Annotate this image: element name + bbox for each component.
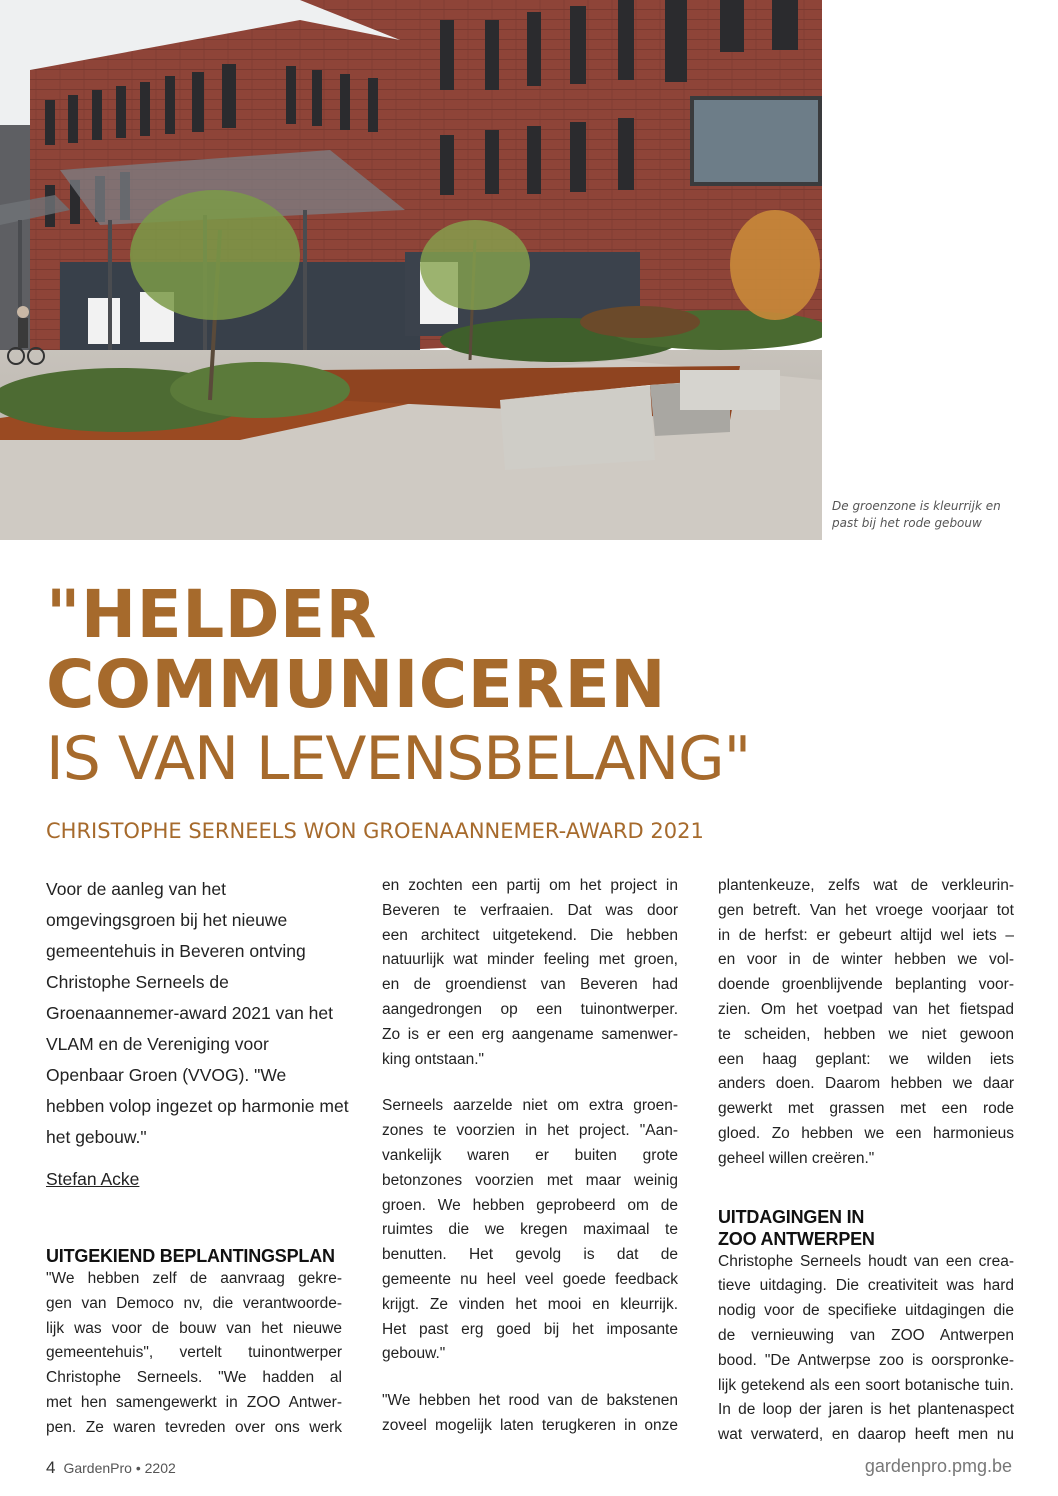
body-line: Christophe Serneels. "We hadden al bbox=[46, 1369, 342, 1387]
intro-line: het gebouw." bbox=[46, 1127, 147, 1147]
body-line: king ontstaan." bbox=[382, 1050, 485, 1068]
hero-photo bbox=[0, 0, 822, 540]
body-line: gen betreft. Van het vroege voorjaar tot bbox=[718, 901, 1014, 919]
headline-light: IS VAN LEVENSBELANG" bbox=[46, 724, 751, 794]
website-link[interactable]: gardenpro.pmg.be bbox=[864, 1456, 1012, 1476]
body-line: nodig voor de specifieke uitdagingen die bbox=[718, 1302, 1014, 1320]
body-line: natuurlijk wat minder feeling met groen, bbox=[382, 951, 678, 969]
headline-bold bbox=[46, 576, 666, 723]
body-line: Beveren te verfraaien. Dat was door bbox=[382, 901, 678, 919]
intro-line: Christophe Serneels de bbox=[46, 972, 229, 992]
footer-left bbox=[46, 1458, 176, 1478]
body-line: wat verwaterd, en daarop heeft men nu bbox=[718, 1426, 1014, 1444]
body-line: gewerkt met grassen met een rode bbox=[718, 1100, 1014, 1118]
section-heading bbox=[718, 1206, 1014, 1250]
town-hall-illustration bbox=[0, 0, 822, 540]
body-line: zones te voorzien in het project. "Aan- bbox=[382, 1122, 678, 1140]
body-line: benutten. Het gevolg is dat de bbox=[382, 1246, 678, 1264]
body-line: Het past erg goed bij het imposante bbox=[382, 1320, 678, 1338]
body-line: krijgt. Ze vinden het mooi en kleurrijk. bbox=[382, 1295, 678, 1313]
body-line: groen. We hebben geprobeerd om de bbox=[382, 1196, 678, 1214]
body-line: doende groenblijvende beplanting voor- bbox=[718, 976, 1014, 994]
column-1 bbox=[46, 874, 349, 1441]
body-line: gemeentehuis", vertelt tuinontwerper bbox=[46, 1344, 342, 1362]
body-line: zoveel mogelijk laten terugkeren in onze bbox=[382, 1416, 678, 1434]
body-line: pen. Ze waren tevreden over ons werk bbox=[46, 1418, 342, 1436]
body-line: bood. "De Antwerpse zoo is oorspronke- bbox=[718, 1351, 1014, 1369]
column-3 bbox=[718, 874, 1014, 1448]
glass-window bbox=[692, 98, 820, 184]
body-line: met hen samengewerkt in ZOO Antwer- bbox=[46, 1393, 342, 1411]
body-line: lijk was voor de bouw van het nieuwe bbox=[46, 1319, 342, 1337]
body-line: lijk getekend als een soort botanische tuin. bbox=[718, 1376, 1014, 1394]
heading-line: UITGEKIEND BEPLANTINGSPLAN bbox=[46, 1246, 335, 1266]
section-heading bbox=[46, 1245, 342, 1267]
headline-line: "HELDER bbox=[46, 576, 377, 653]
caption-line: De groenzone is kleurrijk en bbox=[832, 499, 1001, 513]
body-line: gemeente nu heel veel goede feedback bbox=[382, 1270, 678, 1288]
body-line: anders doen. Daarom hebben we daar bbox=[718, 1075, 1014, 1093]
page-number: 4 bbox=[46, 1458, 56, 1477]
body-line: betonzones voorzien met maar weinig bbox=[382, 1171, 678, 1189]
magazine-issue: GardenPro • 2202 bbox=[63, 1460, 176, 1476]
body-line: ruimtes die we kregen maximaal te bbox=[382, 1221, 678, 1239]
intro-line: hebben volop ingezet op harmonie met bbox=[46, 1096, 349, 1116]
body-line: gebouw." bbox=[382, 1345, 446, 1363]
body-line: tieve uitdaging. Die creativiteit was hard bbox=[718, 1277, 1014, 1295]
body-line: gloed. Zo hebben we een harmonieus bbox=[718, 1124, 1014, 1142]
body-line: Zo is er een erg aangename samenwer- bbox=[382, 1025, 678, 1043]
body-line: zien. Om het voetpad van het fietspad bbox=[718, 1000, 1014, 1018]
author-link[interactable]: Stefan Acke bbox=[46, 1169, 140, 1189]
concrete-bench bbox=[680, 370, 780, 410]
body-paragraph bbox=[382, 1389, 678, 1439]
body-line: in de herfst: er gebeurt altijd wel iets – bbox=[718, 926, 1014, 944]
body-paragraph bbox=[46, 1267, 342, 1441]
body-line: de vernieuwing van ZOO Antwerpen bbox=[718, 1326, 1014, 1344]
headline-line: COMMUNICEREN bbox=[46, 646, 666, 723]
intro-line: omgevingsgroen bij het nieuwe bbox=[46, 910, 288, 930]
column-2 bbox=[382, 874, 678, 1439]
body-line: In de loop der jaren is het plantenaspect bbox=[718, 1401, 1014, 1419]
intro-paragraph bbox=[46, 874, 349, 1153]
caption-line: past bij het rode gebouw bbox=[832, 516, 982, 530]
body-line: vankelijk waren er buiten grote bbox=[382, 1146, 678, 1164]
body-line: plantenkeuze, zelfs wat de verkleurin- bbox=[718, 877, 1014, 894]
intro-line: VLAM en de Vereniging voor bbox=[46, 1034, 269, 1054]
heading-line: UITDAGINGEN IN bbox=[718, 1206, 865, 1227]
intro-line: Voor de aanleg van het bbox=[46, 879, 227, 899]
concrete-bench bbox=[500, 385, 655, 470]
body-line: geheel willen creëren." bbox=[718, 1149, 875, 1167]
heading-line: ZOO ANTWERPEN bbox=[718, 1228, 875, 1249]
body-paragraph bbox=[382, 1094, 678, 1367]
body-line: Christophe Serneels houdt van een crea- bbox=[718, 1252, 1014, 1270]
body-line: te scheiden, hebben we niet gewoon bbox=[718, 1025, 1014, 1043]
photo-caption bbox=[832, 498, 1042, 532]
body-paragraph bbox=[718, 1250, 1014, 1448]
body-line: gen van Democo nv, die verantwoorde- bbox=[46, 1294, 342, 1312]
white-panel bbox=[88, 298, 120, 344]
intro-line: gemeentehuis in Beveren ontving bbox=[46, 941, 306, 961]
body-line: een haag geplant: we wilden iets bbox=[718, 1050, 1014, 1068]
body-line: en voor in de winter hebben we vol- bbox=[718, 951, 1014, 969]
body-paragraph bbox=[382, 874, 678, 1072]
body-line: en zochten een partij om het project in bbox=[382, 877, 678, 894]
body-paragraph bbox=[718, 874, 1014, 1172]
body-line: aangedrongen op een tuinontwerper. bbox=[382, 1000, 678, 1018]
body-line: een architect uitgetekend. Die hebben bbox=[382, 926, 678, 944]
body-line: en de groendienst van Beveren had bbox=[382, 976, 678, 994]
intro-line: Openbaar Groen (VVOG). "We bbox=[46, 1065, 287, 1085]
body-line: "We hebben zelf de aanvraag gekre- bbox=[46, 1270, 342, 1287]
body-line: "We hebben het rood van de bakstenen bbox=[382, 1392, 678, 1410]
body-line: Serneels aarzelde niet om extra groen- bbox=[382, 1097, 678, 1115]
intro-line: Groenaannemer-award 2021 van het bbox=[46, 1003, 333, 1023]
subtitle: CHRISTOPHE SERNEELS WON GROENAANNEMER-AWARD 2021 bbox=[46, 819, 704, 843]
